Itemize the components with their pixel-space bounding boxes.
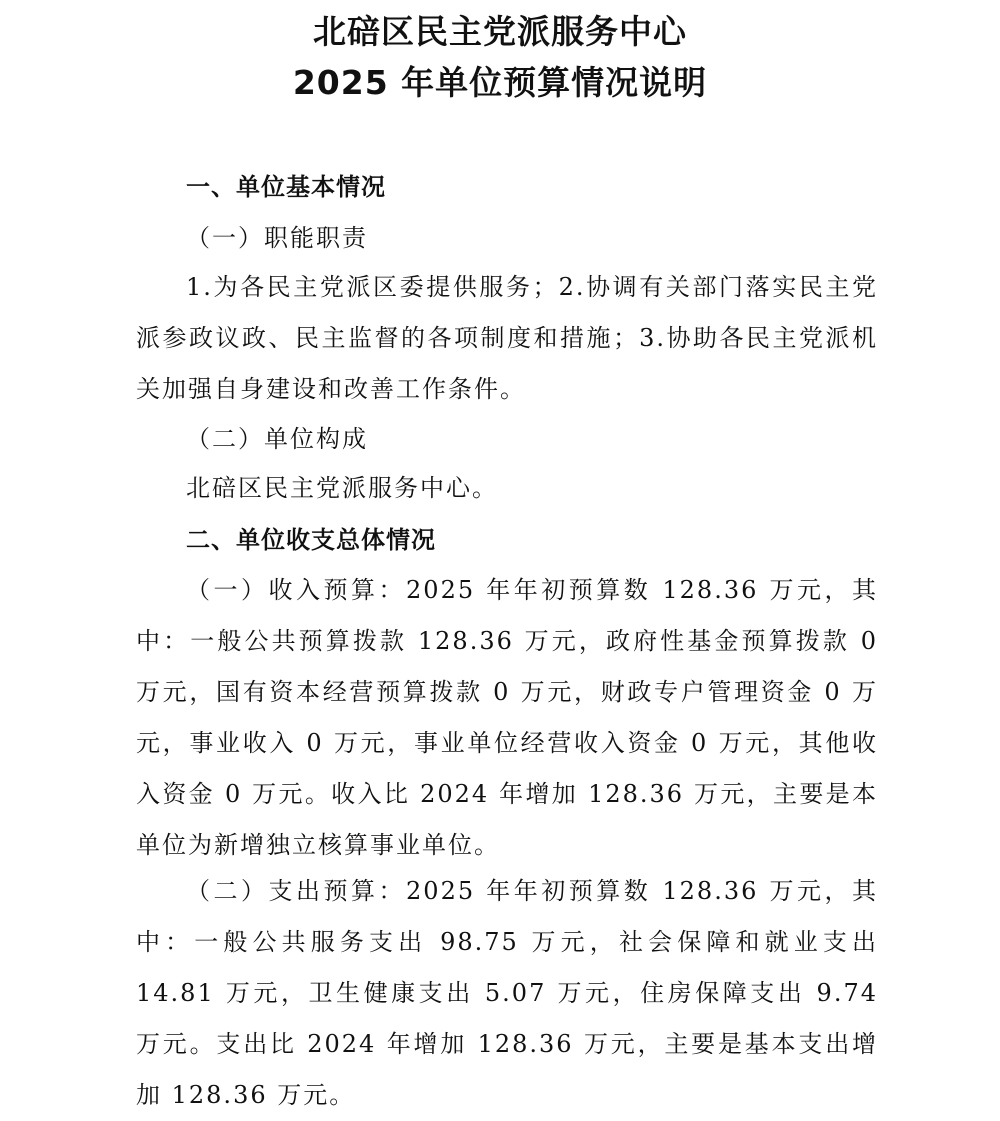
section2-sub1-paragraph bbox=[136, 565, 878, 871]
income-budget-text: 2025 年年初预算数 128.36 万元，其中：一般公共预算拨款 128.36 万元，政府性基金预算拨款 0 万元，国有资本经营预算拨款 0 万元，财政专户管理资金 0 万元，事业收入 0 万元，事业单位经营收入资金 0 万元，其他收入资金 0 万元。收入比 2024 年增加 128.36 万元，主要是本单位为新增独立核算事业单位。 bbox=[136, 576, 879, 859]
document-title-line1: 北碚区民主党派服务中心 bbox=[313, 12, 687, 51]
expense-budget-text: 2025 年年初预算数 128.36 万元，其中：一般公共服务支出 98.75 万元，社会保障和就业支出 14.81 万元，卫生健康支出 5.07 万元，住房保障支出 9.74 万元。支出比 2024 年增加 128.36 万元，主要是基本支出增加 128.36 万元。 bbox=[136, 877, 879, 1109]
section1-sub1-paragraph: 1.为各民主党派区委提供服务；2.协调有关部门落实民主党派参政议政、民主监督的各项制度和措施；3.协助各民主党派机关加强自身建设和改善工作条件。 bbox=[136, 273, 878, 403]
income-budget-label: （一）收入预算： bbox=[186, 576, 407, 604]
section2-sub2-paragraph bbox=[136, 866, 878, 1121]
section1-sub2-paragraph: 北碚区民主党派服务中心。 bbox=[186, 474, 498, 502]
document-title-line2: 2025 年单位预算情况说明 bbox=[292, 63, 708, 102]
section1-heading: 一、单位基本情况 bbox=[186, 173, 386, 201]
section1-sub1-heading: （一）职能职责 bbox=[186, 224, 368, 252]
section1-sub2-heading: （二）单位构成 bbox=[186, 425, 368, 453]
expense-budget-label: （二）支出预算： bbox=[186, 877, 407, 905]
section2-heading: 二、单位收支总体情况 bbox=[186, 526, 436, 554]
